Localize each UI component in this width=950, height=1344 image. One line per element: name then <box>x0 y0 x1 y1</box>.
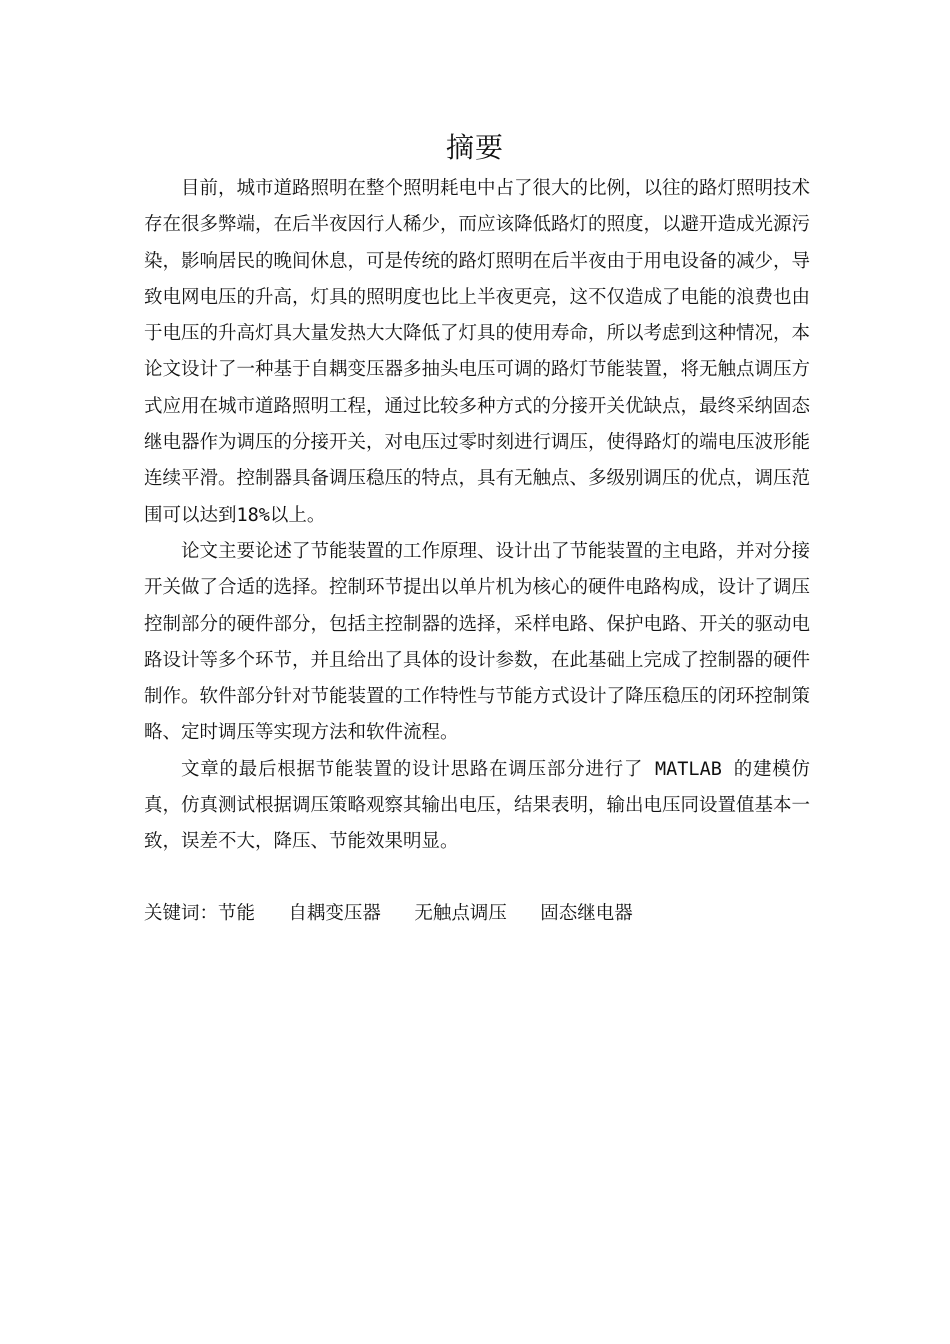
abstract-paragraph-2: 论文主要论述了节能装置的工作原理、设计出了节能装置的主电路，并对分接开关做了合适的选择。控制环节提出以单片机为核心的硬件电路构成，设计了调压控制部分的硬件部分，包括主控制器的选择，采样电路、保护电路、开关的驱动电路设计等多个环节，并且给出了具体的设计参数，在此基础上完成了控制器的硬件制作。软件部分针对节能装置的工作特性与节能方式设计了降压稳压的闭环控制策略、定时调压等实现方法和软件流程。 <box>144 540 811 744</box>
keywords-line: 关键词：节能 自耦变压器 无触点调压 固态继电器 <box>144 903 633 924</box>
abstract-paragraph-3: 文章的最后根据节能装置的设计思路在调压部分进行了 MATLAB 的建模仿真，仿真测试根据调压策略观察其输出电压，结果表明，输出电压同设置值基本一致，误差不大，降压、节能效果明显。 <box>144 758 811 853</box>
abstract-title: 摘要 <box>445 131 504 164</box>
abstract-body <box>144 171 810 861</box>
abstract-paragraph-1: 目前，城市道路照明在整个照明耗电中占了很大的比例，以往的路灯照明技术存在很多弊端，在后半夜因行人稀少，而应该降低路灯的照度，以避开造成光源污染，影响居民的晚间休息，可是传统的路灯照明在后半夜由于用电设备的减少，导致电网电压的升高，灯具的照明度也比上半夜更亮，这不仅造成了电能的浪费也由于电压的升高灯具大量发热大大降低了灯具的使用寿命，所以考虑到这种情况，本论文设计了一种基于自耦变压器多抽头电压可调的路灯节能装置，将无触点调压方式应用在城市道路照明工程，通过比较多种方式的分接开关优缺点，最终采纳固态继电器作为调压的分接开关，对电压过零时刻进行调压，使得路灯的端电压波形能连续平滑。控制器具备调压稳压的特点，具有无触点、多级别调压的优点，调压范围可以达到18%以上。 <box>144 178 811 526</box>
